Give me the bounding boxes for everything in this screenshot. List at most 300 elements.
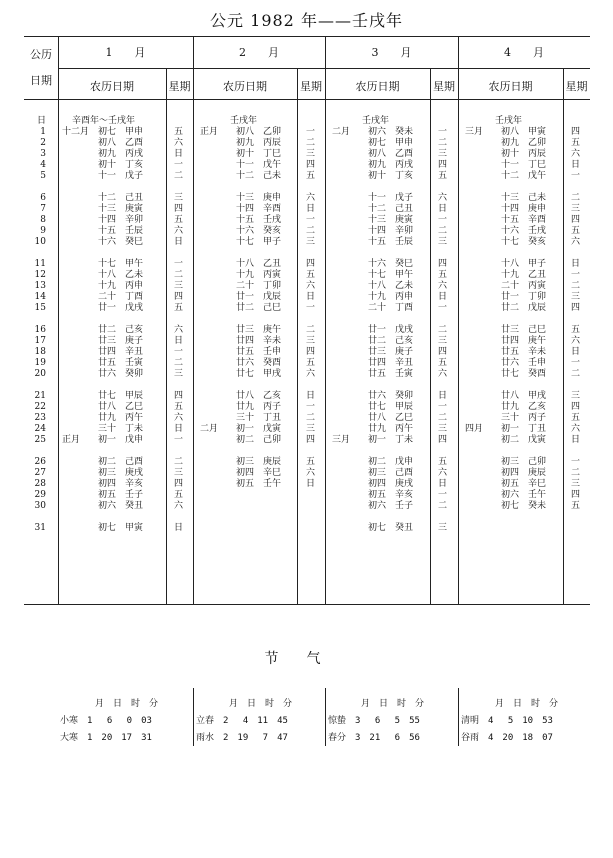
weekday-cell: 三	[174, 468, 184, 478]
jieqi-divider-1	[193, 688, 194, 746]
weekday-cell: 五	[306, 457, 316, 467]
weekday-cell: 日	[306, 204, 316, 214]
weekday-cell: 六	[174, 501, 184, 511]
day-number: 5	[40, 171, 46, 181]
jieqi-divider-3	[458, 688, 459, 746]
day-number: 9	[40, 226, 46, 236]
weekday-cell: 一	[306, 402, 316, 412]
weekday-cell: 三	[306, 336, 316, 346]
weekday-cell: 三	[438, 336, 448, 346]
lunar-header-4: 农历日期	[488, 80, 533, 93]
lunar-date-cell: 初九 丙辰	[200, 138, 282, 148]
day-number: 25	[34, 435, 46, 445]
lunar-date-cell: 初十 丁亥	[62, 160, 144, 170]
lunar-date-cell: 初五 壬午	[200, 479, 282, 489]
weekday-cell: 二	[438, 413, 448, 423]
lunar-date-cell: 廿六 癸卯	[62, 369, 144, 379]
lunar-date-cell: 初五 辛亥	[332, 490, 414, 500]
year-label-2: 壬戌年	[230, 116, 258, 126]
lunar-date-cell: 二十 丙寅	[465, 281, 547, 291]
gregorian-header-2: 日期	[30, 74, 52, 87]
weekday-cell: 日	[438, 391, 448, 401]
lunar-date-cell: 廿四 庚午	[465, 336, 547, 346]
weekday-cell: 二	[571, 281, 581, 291]
weekday-cell: 二	[306, 226, 316, 236]
lunar-date-cell: 三月 初八 甲寅	[465, 127, 547, 137]
weekday-cell: 三	[571, 391, 581, 401]
weekday-cell: 二	[306, 413, 316, 423]
weekday-cell: 四	[438, 435, 448, 445]
lunar-date-cell: 廿九 丙午	[332, 424, 414, 434]
weekday-cell: 五	[438, 270, 448, 280]
lunar-date-cell: 廿六 癸卯	[332, 391, 414, 401]
weekday-cell: 五	[174, 127, 184, 137]
lunar-date-cell: 廿二 己亥	[62, 325, 144, 335]
weekday-cell: 二	[571, 468, 581, 478]
day-number: 2	[40, 138, 46, 148]
weekday-cell: 二	[438, 138, 448, 148]
lunar-date-cell: 廿一 戊戌	[62, 303, 144, 313]
weekday-cell: 二	[174, 270, 184, 280]
weekday-cell: 三	[571, 292, 581, 302]
jieqi-row: 立春 2 4 11 45	[196, 716, 288, 726]
weekday-cell: 六	[571, 336, 581, 346]
lunar-date-cell: 初二 己卯	[200, 435, 282, 445]
lunar-date-cell: 廿四 辛丑	[332, 358, 414, 368]
day-number: 20	[34, 369, 46, 379]
day-number: 24	[34, 424, 46, 434]
weekday-cell: 六	[438, 193, 448, 203]
lunar-date-cell: 廿四 辛未	[200, 336, 282, 346]
weekday-cell: 二	[438, 226, 448, 236]
lunar-date-cell: 初三 己酉	[332, 468, 414, 478]
weekday-cell: 五	[174, 490, 184, 500]
jieqi-row: 清明 4 5 10 53	[461, 716, 553, 726]
weekday-cell: 日	[306, 391, 316, 401]
lunar-date-cell: 十六 癸巳	[332, 259, 414, 269]
weekday-cell: 六	[571, 149, 581, 159]
header-middle-rule	[58, 68, 590, 69]
day-number: 8	[40, 215, 46, 225]
weekday-cell: 三	[306, 424, 316, 434]
weekday-cell: 五	[438, 358, 448, 368]
lunar-date-cell: 初八 乙酉	[62, 138, 144, 148]
weekday-cell: 日	[174, 424, 184, 434]
divider-m3-m4	[458, 36, 459, 604]
lunar-date-cell: 正月 初一 戊申	[62, 435, 144, 445]
lunar-date-cell: 二十 丁酉	[62, 292, 144, 302]
lunar-date-cell: 廿一 戊辰	[200, 292, 282, 302]
day-number: 23	[34, 413, 46, 423]
day-number: 28	[34, 479, 46, 489]
lunar-date-cell: 廿六 癸酉	[200, 358, 282, 368]
weekday-cell: 六	[174, 138, 184, 148]
weekday-cell: 四	[571, 127, 581, 137]
day-number: 14	[34, 292, 46, 302]
weekday-cell: 日	[174, 336, 184, 346]
day-number: 18	[34, 347, 46, 357]
weekday-cell: 五	[306, 270, 316, 280]
weekday-cell: 六	[306, 468, 316, 478]
divider-m4-week	[563, 68, 564, 604]
weekday-header-1: 星期	[168, 80, 191, 93]
lunar-date-cell: 十六 癸亥	[200, 226, 282, 236]
lunar-date-cell: 十四 辛卯	[332, 226, 414, 236]
weekday-cell: 二	[438, 325, 448, 335]
weekday-cell: 一	[174, 259, 184, 269]
weekday-cell: 五	[438, 457, 448, 467]
weekday-cell: 六	[438, 369, 448, 379]
weekday-cell: 三	[438, 237, 448, 247]
weekday-cell: 四	[438, 160, 448, 170]
weekday-cell: 三	[174, 281, 184, 291]
year-label-3: 壬戌年	[362, 116, 390, 126]
lunar-date-cell: 廿六 壬申	[465, 358, 547, 368]
weekday-cell: 六	[174, 226, 184, 236]
weekday-cell: 四	[438, 347, 448, 357]
weekday-header-4: 星期	[565, 80, 588, 93]
lunar-date-cell: 十八 乙未	[332, 281, 414, 291]
weekday-cell: 六	[306, 281, 316, 291]
weekday-cell: 三	[438, 523, 448, 533]
lunar-date-cell: 十三 庚申	[200, 193, 282, 203]
lunar-date-cell: 初十 丙辰	[465, 149, 547, 159]
weekday-cell: 六	[438, 468, 448, 478]
lunar-date-cell: 十九 丙申	[332, 292, 414, 302]
lunar-header-3: 农历日期	[355, 80, 400, 93]
lunar-date-cell: 廿八 甲戌	[465, 391, 547, 401]
weekday-cell: 五	[174, 303, 184, 313]
header-bottom-rule	[24, 99, 590, 100]
weekday-cell: 六	[438, 281, 448, 291]
day-column-label: 日	[36, 116, 46, 126]
lunar-date-cell: 初六 壬子	[332, 501, 414, 511]
lunar-date-cell: 廿三 己巳	[465, 325, 547, 335]
lunar-date-cell: 十二 己丑	[62, 193, 144, 203]
weekday-cell: 二	[306, 138, 316, 148]
lunar-date-cell: 初九 丙戌	[332, 160, 414, 170]
weekday-cell: 日	[174, 523, 184, 533]
lunar-date-cell: 十五 壬辰	[62, 226, 144, 236]
weekday-cell: 一	[306, 303, 316, 313]
weekday-cell: 一	[174, 160, 184, 170]
day-number: 19	[34, 358, 46, 368]
jieqi-row: 雨水 2 19 7 47	[196, 733, 288, 743]
lunar-date-cell: 初八 乙酉	[332, 149, 414, 159]
lunar-date-cell: 十六 壬戌	[465, 226, 547, 236]
weekday-cell: 五	[571, 501, 581, 511]
weekday-cell: 五	[571, 413, 581, 423]
lunar-date-cell: 二十 丁酉	[332, 303, 414, 313]
lunar-date-cell: 初四 辛巳	[200, 468, 282, 478]
year-label-4: 壬戌年	[495, 116, 523, 126]
weekday-cell: 六	[174, 413, 184, 423]
weekday-cell: 三	[174, 369, 184, 379]
day-number: 3	[40, 149, 46, 159]
jieqi-header-2: 月 日 时 分	[220, 699, 293, 709]
weekday-cell: 四	[571, 490, 581, 500]
lunar-date-cell: 廿二 己巳	[200, 303, 282, 313]
weekday-cell: 六	[571, 237, 581, 247]
lunar-date-cell: 初四 庚戌	[332, 479, 414, 489]
lunar-date-cell: 廿九 丙子	[200, 402, 282, 412]
lunar-date-cell: 三月 初一 丁未	[332, 435, 414, 445]
weekday-cell: 日	[306, 479, 316, 489]
day-number: 11	[34, 259, 46, 269]
lunar-date-cell: 初二 己酉	[62, 457, 144, 467]
lunar-date-cell: 廿四 辛丑	[62, 347, 144, 357]
weekday-cell: 一	[438, 490, 448, 500]
lunar-date-cell: 十八 甲子	[465, 259, 547, 269]
weekday-cell: 二	[571, 193, 581, 203]
weekday-cell: 一	[438, 303, 448, 313]
lunar-date-cell: 廿五 辛未	[465, 347, 547, 357]
jieqi-header-4: 月 日 时 分	[486, 699, 559, 709]
lunar-date-cell: 廿七 甲戌	[200, 369, 282, 379]
weekday-cell: 三	[306, 237, 316, 247]
lunar-date-cell: 四月 初一 丁丑	[465, 424, 547, 434]
lunar-date-cell: 初九 乙卯	[465, 138, 547, 148]
lunar-date-cell: 十一 戊子	[62, 171, 144, 181]
weekday-cell: 五	[571, 325, 581, 335]
weekday-cell: 三	[438, 424, 448, 434]
lunar-date-cell: 初四 辛亥	[62, 479, 144, 489]
weekday-cell: 一	[174, 347, 184, 357]
lunar-date-cell: 廿二 戊辰	[465, 303, 547, 313]
day-number: 26	[34, 457, 46, 467]
lunar-date-cell: 十四 庚申	[465, 204, 547, 214]
lunar-date-cell: 初七 癸丑	[332, 523, 414, 533]
month-header-4: 4 月	[504, 46, 544, 59]
weekday-cell: 四	[174, 479, 184, 489]
lunar-date-cell: 十三 庚寅	[332, 215, 414, 225]
weekday-cell: 一	[571, 270, 581, 280]
lunar-date-cell: 初二 戊寅	[465, 435, 547, 445]
lunar-date-cell: 十八 乙未	[62, 270, 144, 280]
weekday-cell: 二	[174, 171, 184, 181]
lunar-date-cell: 十九 丙寅	[200, 270, 282, 280]
lunar-date-cell: 三十 丁丑	[200, 413, 282, 423]
weekday-cell: 六	[306, 369, 316, 379]
lunar-date-cell: 初三 庚辰	[200, 457, 282, 467]
jieqi-header-1: 月 日 时 分	[86, 699, 159, 709]
lunar-date-cell: 初九 丙戌	[62, 149, 144, 159]
weekday-cell: 六	[174, 325, 184, 335]
day-number: 7	[40, 204, 46, 214]
lunar-date-cell: 廿九 丙午	[62, 413, 144, 423]
weekday-cell: 一	[438, 127, 448, 137]
day-number: 10	[34, 237, 46, 247]
weekday-cell: 一	[438, 215, 448, 225]
lunar-date-cell: 十九 丙申	[62, 281, 144, 291]
jieqi-divider-2	[325, 688, 326, 746]
jieqi-row: 惊蛰 3 6 5 55	[328, 716, 420, 726]
lunar-date-cell: 初七 癸未	[465, 501, 547, 511]
lunar-date-cell: 十一 丁巳	[465, 160, 547, 170]
weekday-cell: 二	[571, 369, 581, 379]
weekday-cell: 一	[306, 127, 316, 137]
lunar-date-cell: 十二 戊午	[465, 171, 547, 181]
page-title: 公元 1982 年——壬戌年	[210, 11, 403, 30]
weekday-cell: 日	[571, 435, 581, 445]
day-number: 6	[40, 193, 46, 203]
lunar-date-cell: 廿三 庚午	[200, 325, 282, 335]
day-number: 15	[34, 303, 46, 313]
lunar-date-cell: 廿一 戊戌	[332, 325, 414, 335]
weekday-cell: 五	[306, 171, 316, 181]
weekday-cell: 日	[174, 149, 184, 159]
lunar-date-cell: 十八 乙丑	[200, 259, 282, 269]
weekday-cell: 日	[571, 347, 581, 357]
lunar-date-cell: 二月 初一 戊寅	[200, 424, 282, 434]
lunar-date-cell: 十二 己丑	[332, 204, 414, 214]
lunar-date-cell: 三十 丁未	[62, 424, 144, 434]
weekday-cell: 四	[174, 292, 184, 302]
lunar-date-cell: 初六 壬午	[465, 490, 547, 500]
lunar-date-cell: 廿五 壬寅	[332, 369, 414, 379]
jieqi-row: 春分 3 21 6 56	[328, 733, 420, 743]
weekday-cell: 一	[571, 358, 581, 368]
weekday-cell: 五	[306, 358, 316, 368]
lunar-date-cell: 十七 甲午	[332, 270, 414, 280]
weekday-cell: 三	[174, 193, 184, 203]
lunar-date-cell: 正月 初八 乙卯	[200, 127, 282, 137]
lunar-date-cell: 十一 戊午	[200, 160, 282, 170]
year-label-1: 辛酉年～壬戌年	[72, 116, 136, 126]
day-number: 30	[34, 501, 46, 511]
lunar-date-cell: 廿八 乙亥	[200, 391, 282, 401]
weekday-cell: 日	[438, 479, 448, 489]
weekday-cell: 四	[438, 259, 448, 269]
lunar-date-cell: 二月 初六 癸未	[332, 127, 414, 137]
table-top-rule	[24, 36, 590, 37]
lunar-date-cell: 初三 庚戌	[62, 468, 144, 478]
divider-m1-week	[166, 68, 167, 604]
jieqi-header-3: 月 日 时 分	[352, 699, 425, 709]
lunar-date-cell: 十五 辛酉	[465, 215, 547, 225]
weekday-cell: 三	[306, 149, 316, 159]
weekday-cell: 日	[571, 160, 581, 170]
weekday-cell: 一	[306, 215, 316, 225]
table-bottom-rule	[24, 604, 590, 605]
weekday-cell: 五	[174, 402, 184, 412]
weekday-cell: 四	[571, 215, 581, 225]
divider-m3-week	[430, 68, 431, 604]
lunar-date-cell: 初七 甲申	[332, 138, 414, 148]
day-number: 12	[34, 270, 46, 280]
lunar-date-cell: 初十 丁亥	[332, 171, 414, 181]
lunar-date-cell: 十七 甲子	[200, 237, 282, 247]
lunar-date-cell: 十五 壬戌	[200, 215, 282, 225]
day-number: 31	[34, 523, 46, 533]
weekday-cell: 二	[174, 358, 184, 368]
weekday-cell: 一	[438, 402, 448, 412]
lunar-date-cell: 初七 甲寅	[62, 523, 144, 533]
lunar-date-cell: 廿五 壬寅	[62, 358, 144, 368]
lunar-date-cell: 廿七 甲辰	[62, 391, 144, 401]
lunar-date-cell: 十三 庚寅	[62, 204, 144, 214]
weekday-cell: 三	[438, 149, 448, 159]
lunar-date-cell: 十三 己未	[465, 193, 547, 203]
lunar-date-cell: 廿三 庚子	[332, 347, 414, 357]
weekday-cell: 六	[306, 193, 316, 203]
weekday-cell: 四	[174, 204, 184, 214]
lunar-date-cell: 十二月 初七 甲申	[62, 127, 144, 137]
lunar-date-cell: 廿八 乙巳	[62, 402, 144, 412]
weekday-cell: 日	[438, 292, 448, 302]
lunar-date-cell: 初五 壬子	[62, 490, 144, 500]
lunar-date-cell: 廿七 甲辰	[332, 402, 414, 412]
weekday-cell: 四	[571, 303, 581, 313]
lunar-date-cell: 十二 己未	[200, 171, 282, 181]
lunar-date-cell: 十一 戊子	[332, 193, 414, 203]
weekday-cell: 三	[571, 204, 581, 214]
lunar-date-cell: 十四 辛卯	[62, 215, 144, 225]
day-number: 21	[34, 391, 46, 401]
lunar-date-cell: 十五 壬辰	[332, 237, 414, 247]
lunar-date-cell: 初四 庚辰	[465, 468, 547, 478]
month-header-3: 3 月	[371, 46, 412, 59]
weekday-cell: 四	[174, 391, 184, 401]
gregorian-header-1: 公历	[30, 48, 52, 61]
divider-m2-week	[297, 68, 298, 604]
weekday-cell: 四	[306, 160, 316, 170]
month-header-2: 2 月	[239, 46, 279, 59]
weekday-cell: 日	[174, 237, 184, 247]
lunar-date-cell: 十七 癸亥	[465, 237, 547, 247]
weekday-cell: 日	[306, 292, 316, 302]
lunar-date-cell: 初五 辛巳	[465, 479, 547, 489]
weekday-cell: 三	[571, 479, 581, 489]
lunar-header-1: 农历日期	[90, 80, 134, 93]
weekday-cell: 五	[174, 215, 184, 225]
weekday-cell: 二	[438, 501, 448, 511]
lunar-date-cell: 廿二 己亥	[332, 336, 414, 346]
divider-m1-m2	[193, 36, 194, 604]
lunar-date-cell: 初十 丁巳	[200, 149, 282, 159]
lunar-date-cell: 初三 己卯	[465, 457, 547, 467]
weekday-cell: 一	[571, 457, 581, 467]
day-number: 17	[34, 336, 46, 346]
weekday-cell: 一	[174, 435, 184, 445]
weekday-cell: 五	[571, 226, 581, 236]
weekday-cell: 二	[174, 457, 184, 467]
weekday-cell: 五	[438, 171, 448, 181]
lunar-date-cell: 二十 丁卯	[200, 281, 282, 291]
weekday-cell: 一	[571, 171, 581, 181]
weekday-cell: 四	[306, 259, 316, 269]
lunar-date-cell: 初六 癸丑	[62, 501, 144, 511]
weekday-cell: 日	[438, 204, 448, 214]
lunar-date-cell: 廿七 癸酉	[465, 369, 547, 379]
weekday-header-3: 星期	[433, 80, 455, 93]
lunar-date-cell: 三十 丙子	[465, 413, 547, 423]
lunar-date-cell: 廿三 庚子	[62, 336, 144, 346]
day-number: 4	[40, 160, 46, 170]
weekday-header-2: 星期	[300, 80, 322, 93]
jieqi-row: 小寒 1 6 0 03	[60, 716, 152, 726]
weekday-cell: 二	[306, 325, 316, 335]
lunar-date-cell: 十六 癸巳	[62, 237, 144, 247]
day-number: 1	[40, 127, 46, 137]
day-number: 13	[34, 281, 46, 291]
lunar-date-cell: 十九 乙丑	[465, 270, 547, 280]
day-number: 16	[34, 325, 46, 335]
lunar-header-2: 农历日期	[223, 80, 267, 93]
jieqi-row: 谷雨 4 20 18 07	[461, 733, 553, 743]
lunar-date-cell: 廿五 壬申	[200, 347, 282, 357]
day-number: 27	[34, 468, 46, 478]
